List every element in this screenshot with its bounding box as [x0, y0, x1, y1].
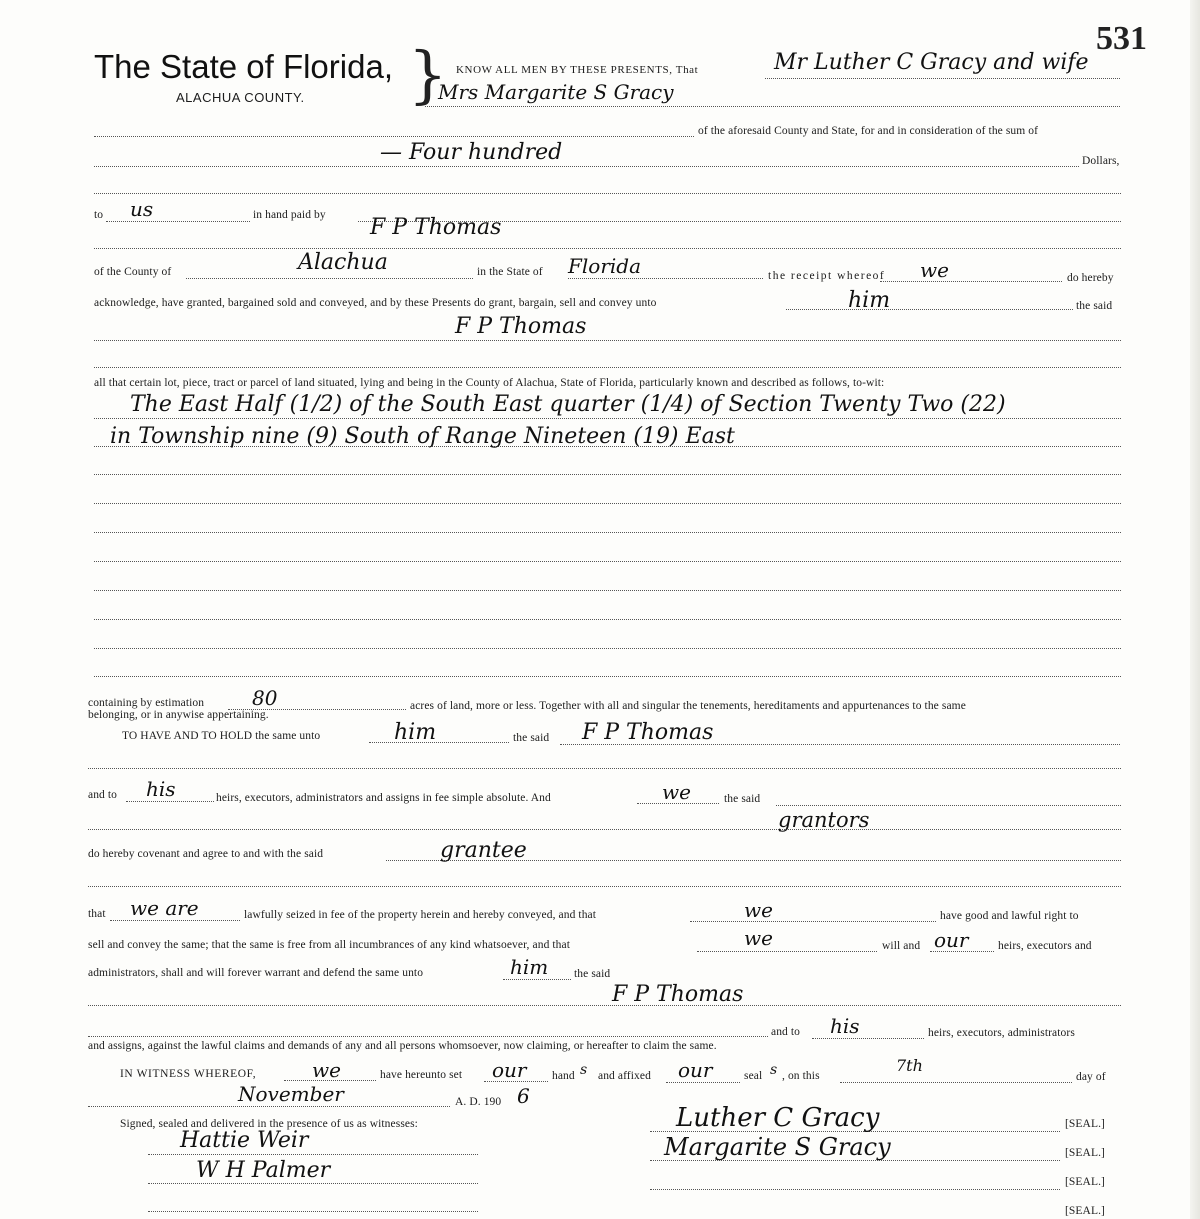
month-line	[88, 1106, 450, 1107]
in-hand-paid-text: in hand paid by	[253, 209, 326, 221]
that-we-line-2	[697, 951, 877, 952]
description-line	[94, 648, 1121, 649]
that-we-value-2: we	[744, 926, 773, 950]
seal-text: seal	[744, 1070, 763, 1082]
heirs-exec-admin-text: heirs, executors, administrators	[928, 1027, 1075, 1039]
paid-by-value: F P Thomas	[370, 215, 502, 240]
brace-icon: }	[408, 38, 448, 111]
blank-line	[88, 1036, 768, 1037]
day-of-text: day of	[1076, 1071, 1106, 1083]
heirs-value: his	[146, 777, 176, 801]
day-value: 7th	[896, 1056, 923, 1075]
to-line	[106, 221, 250, 222]
description-line	[94, 619, 1121, 620]
aforesaid-text: of the aforesaid County and State, for and in consideration of the sum of	[698, 125, 1039, 137]
ad-text: A. D. 190	[455, 1096, 502, 1108]
the-said-text-2: the said	[513, 732, 550, 744]
amount-line	[94, 166, 1079, 167]
know-all-text: KNOW ALL MEN BY THESE PRESENTS, That	[456, 64, 699, 76]
belonging-text: belonging, or in anywise appertaining.	[88, 709, 269, 721]
grantor-signature-2: Margarite S Gracy	[664, 1133, 891, 1161]
description-line	[94, 532, 1121, 533]
in-state-text: in the State of	[477, 266, 543, 278]
county-line	[186, 278, 473, 279]
acres-value: 80	[252, 686, 278, 710]
grantor-line-1	[765, 78, 1120, 79]
acknowledge-text: acknowledge, have granted, bargained sold and conveyed, and by these Presents do grant, bargain, sell and convey unto	[94, 297, 657, 309]
to-have-text: TO HAVE AND TO HOLD the same unto	[122, 730, 321, 742]
grantors-value: grantors	[778, 808, 870, 832]
blank-line	[88, 768, 1121, 769]
heirs-fee-text: heirs, executors, administrators and assigns in fee simple absolute. And	[216, 792, 551, 804]
signature-line-3	[650, 1189, 1060, 1190]
hand-s-value: s	[580, 1062, 588, 1078]
said-name-line	[88, 1005, 1121, 1006]
grantors-line	[88, 829, 1121, 830]
county-heading: ALACHUA COUNTY.	[176, 90, 305, 105]
acres-text: acres of land, more or less. Together with all and singular the tenements, hereditaments and appurtenances to the same	[410, 700, 966, 712]
all-that-text: all that certain lot, piece, tract or parcel of land situated, lying and being in the County of Alachua, State of Florida, particularly known and described as follows, to-wit:	[94, 377, 885, 389]
page-number: 531	[1096, 20, 1147, 57]
grantor-line-2	[425, 106, 1120, 107]
to-value: us	[130, 197, 154, 221]
state-line	[568, 278, 763, 279]
the-said-line	[776, 805, 1121, 806]
set-our-value: our	[492, 1058, 527, 1082]
blank-line	[94, 136, 694, 137]
the-said-text-3: the said	[724, 793, 761, 805]
seal-label-1: [SEAL.]	[1065, 1118, 1105, 1130]
day-line	[840, 1082, 1072, 1083]
we-are-value: we are	[130, 896, 199, 920]
witness-line-1	[148, 1154, 478, 1155]
and-to-his-value: his	[830, 1014, 860, 1038]
description-line-1	[94, 418, 1121, 419]
seal-label-2: [SEAL.]	[1065, 1147, 1105, 1159]
that-text: that	[88, 908, 106, 920]
description-line	[94, 503, 1121, 504]
grantor-name-2: Mrs Margarite S Gracy	[438, 80, 674, 104]
have-hereunto-text: have hereunto set	[380, 1069, 463, 1081]
containing-text: containing by estimation	[88, 697, 205, 709]
dollars-text: Dollars,	[1082, 155, 1120, 167]
grantee-value: F P Thomas	[455, 314, 587, 339]
have-unto-value: him	[394, 720, 437, 745]
administrators-text: administrators, shall and will forever warrant and defend the same unto	[88, 967, 424, 979]
and-affixed-text: and affixed	[598, 1070, 651, 1082]
we-are-line	[110, 920, 240, 921]
blank-line	[94, 248, 1121, 249]
and-we-value: we	[662, 780, 691, 804]
to-text: to	[94, 209, 104, 221]
on-this-text: , on this	[782, 1070, 820, 1082]
witness-we-value: we	[312, 1058, 341, 1082]
blank-line	[94, 193, 1121, 194]
good-right-text: have good and lawful right to	[940, 910, 1079, 922]
said-name-value: F P Thomas	[612, 982, 744, 1007]
year-value: 6	[517, 1084, 530, 1108]
signed-sealed-text: Signed, sealed and delivered in the presence of us as witnesses:	[120, 1118, 418, 1130]
affixed-our-line	[666, 1082, 740, 1083]
heirs-line	[126, 801, 214, 802]
month-value: November	[238, 1082, 344, 1106]
description-line	[94, 590, 1121, 591]
do-hereby-text: do hereby	[1067, 272, 1114, 284]
description-value-2: in Township nine (9) South of Range Nineteen (19) East	[110, 424, 735, 449]
description-line	[94, 474, 1121, 475]
witness-line-3	[148, 1211, 478, 1212]
lawfully-text: lawfully seized in fee of the property herein and hereby conveyed, and that	[244, 909, 597, 921]
the-said-text-4: the said	[574, 968, 611, 980]
blank-line	[88, 886, 1121, 887]
receipt-text: the receipt whereof	[768, 270, 886, 282]
blank-line	[94, 367, 1121, 368]
have-said-value: F P Thomas	[582, 720, 714, 745]
witness-line-2	[148, 1183, 478, 1184]
and-to-text-2: and to	[771, 1026, 801, 1038]
grantor-name-1: Mr Luther C Gracy and wife	[774, 50, 1089, 75]
witness-signature-2: W H Palmer	[196, 1158, 331, 1183]
county-value: Alachua	[298, 250, 388, 275]
of-county-text: of the County of	[94, 266, 172, 278]
will-and-text: will and	[882, 940, 921, 952]
unto-him-line	[503, 979, 571, 980]
description-line	[94, 561, 1121, 562]
seal-s-value: s	[770, 1062, 778, 1078]
convey-unto-line	[786, 309, 1073, 310]
heirs-exec-text: heirs, executors and	[998, 940, 1092, 952]
that-we-line	[690, 921, 936, 922]
witness-signature-1: Hattie Weir	[180, 1128, 309, 1153]
affixed-our-value: our	[678, 1058, 713, 1082]
convey-unto-value: him	[848, 288, 891, 313]
seal-label-4: [SEAL.]	[1065, 1205, 1105, 1217]
the-said-text: the said	[1076, 300, 1113, 312]
state-value: Florida	[568, 254, 641, 278]
unto-him-value: him	[510, 955, 549, 979]
grantor-signature-1: Luther C Gracy	[676, 1103, 880, 1133]
document-title: The State of Florida,	[94, 48, 393, 85]
our-value: our	[934, 928, 969, 952]
that-we-value: we	[744, 898, 773, 922]
hand-text: hand	[552, 1070, 575, 1082]
grantee-line	[94, 340, 1121, 341]
grantee-covenant-value: grantee	[440, 838, 527, 863]
and-to-text: and to	[88, 789, 118, 801]
page-edge	[1190, 0, 1200, 1219]
witness-whereof-text: IN WITNESS WHEREOF,	[120, 1068, 257, 1080]
description-value-1: The East Half (1/2) of the South East quarter (1/4) of Section Twenty Two (22)	[130, 392, 1006, 417]
and-to-his-line	[812, 1038, 924, 1039]
and-assigns-text: and assigns, against the lawful claims and demands of any and all persons whomsoever, now claiming, or hereafter to claim the same.	[88, 1040, 717, 1052]
receipt-value: we	[920, 258, 949, 282]
description-line	[94, 676, 1121, 677]
receipt-line	[880, 281, 1062, 282]
covenant-text: do hereby covenant and agree to and with the said	[88, 848, 324, 860]
amount-value: — Four hundred	[380, 140, 563, 165]
sell-convey-text: sell and convey the same; that the same is free from all incumbrances of any kind whatsoever, and that	[88, 939, 571, 951]
seal-label-3: [SEAL.]	[1065, 1176, 1105, 1188]
have-unto-line	[369, 742, 509, 743]
